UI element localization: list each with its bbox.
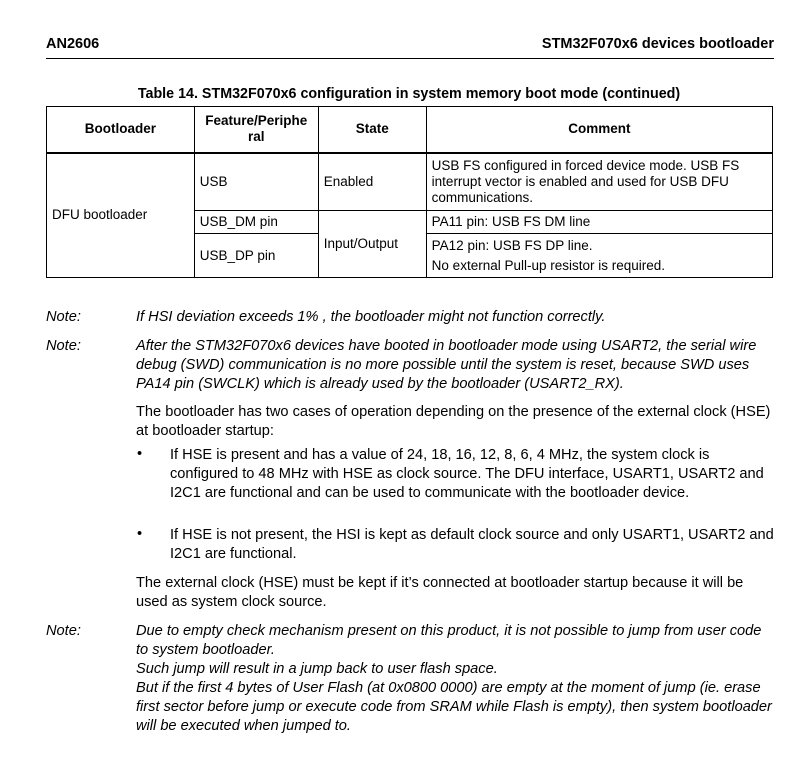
state-cell: Enabled [318,153,426,211]
note-label: Note: [46,623,81,639]
comment-cell: USB FS configured in forced device mode. USB FS interrupt vector is enabled and used for USB DFU communications. [426,153,772,211]
header-comment: Comment [426,107,772,153]
paragraph-external-clock: The external clock (HSE) must be kept if it’s connected at bootloader startup because it will be used as system clock source. [136,575,744,610]
note-label: Note: [46,338,81,354]
page-header [46,36,774,59]
bullet-icon: • [137,446,143,462]
bullet-hse-present: If HSE is present and has a value of 24, 18, 16, 12, 8, 6, 4 MHz, the system clock is configured to 48 MHz with HSE as clock source. The DFU interface, USART1, USART2 and I2C1 are functional and can be used to communicate with the bootloader device. [170,447,764,501]
table-caption: Table 14. STM32F070x6 configuration in system memory boot mode (continued) [137,86,681,102]
header-bootloader: Bootloader [47,107,195,153]
document-title: STM32F070x6 devices bootloader [541,36,774,52]
bullet-hse-absent: If HSE is not present, the HSI is kept as default clock source and only USART1, USART2 and I2C1 are functional. [170,527,774,562]
state-cell: Input/Output [318,211,426,278]
note-swd: After the STM32F070x6 devices have booted in bootloader mode using USART2, the serial wire debug (SWD) communication is no more possible until the system is reset, because SWD uses PA14 pin (SWCLK) which is already used by the bootloader (USART2_RX). [136,338,757,392]
feature-cell: USB_DM pin [194,211,318,234]
note-line: Due to empty check mechanism present on this product, it is not possible to jump from user code to system bootloader. [136,623,762,658]
bullet-icon: • [137,526,143,542]
note-empty-check [136,622,776,736]
table-header-row [47,107,773,153]
note-hsi-deviation: If HSI deviation exceeds 1% , the bootloader might not function correctly. [136,309,606,325]
comment-cell [426,234,772,278]
header-feature: Feature/Periphe ral [194,107,318,153]
bootloader-cell: DFU bootloader [47,153,195,278]
document-id: AN2606 [46,36,100,52]
configuration-table [46,106,773,278]
table-row [47,153,773,211]
comment-line: PA12 pin: USB FS DP line. [431,237,593,253]
note-label: Note: [46,309,81,325]
note-line: But if the first 4 bytes of User Flash (at 0x0800 0000) are empty at the moment of jump (ie. erase first sector before jump or execute code from SRAM while Flash is empty), then system bootloader will be executed when jumped to. [136,680,772,734]
feature-cell: USB_DP pin [194,234,318,278]
header-state: State [318,107,426,153]
feature-cell: USB [194,153,318,211]
comment-cell: PA11 pin: USB FS DM line [426,211,772,234]
paragraph-operation-cases: The bootloader has two cases of operation depending on the presence of the external clock (HSE) at bootloader startup: [136,404,771,439]
note-line: Such jump will result in a jump back to user flash space. [136,661,498,677]
comment-line: No external Pull-up resistor is required. [431,257,666,273]
